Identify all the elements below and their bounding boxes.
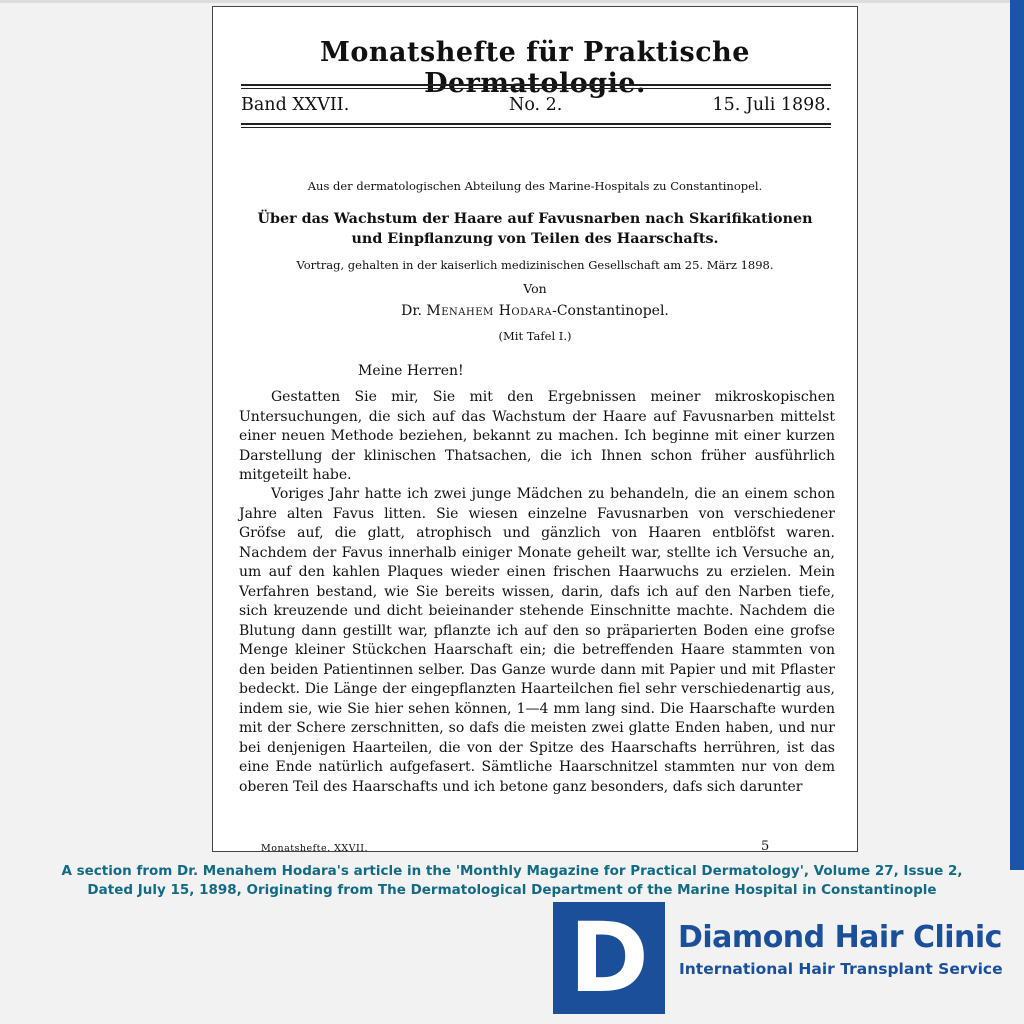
by-label: Von <box>523 281 547 296</box>
logo-letter: D <box>569 902 649 1014</box>
article-title-line-1: Über das Wachstum der Haare auf Favusnarben nach Skarifikationen <box>257 211 813 227</box>
body-paragraph-1: Gestatten Sie mir, Sie mit den Ergebnissen meiner mikroskopischen Untersuchungen, die sich auf das Wachstum der Haare auf Favusnarben mittelst einer neuen Methode beziehen, bekannt zu machen. Ich beginne mit einer kurzen Darstellung der klinischen Thatsachen, die ich Ihnen schon früher ausführlich mitgeteilt habe. <box>239 389 835 483</box>
issue-number: No. 2. <box>509 95 563 115</box>
author-prefix: Dr. <box>401 303 427 319</box>
article-title-line-2: und Einpflanzung von Teilen des Haarschafts. <box>351 231 719 247</box>
page-number: 5 <box>761 839 770 854</box>
caption-line-1: A section from Dr. Menahem Hodara's article in the 'Monthly Magazine for Practical Dermatology', Volume 27, Issue 2, <box>61 863 963 879</box>
article-title <box>213 209 857 249</box>
clinic-tagline: International Hair Transplant Service <box>679 960 1003 978</box>
salutation: Meine Herren! <box>358 363 464 379</box>
image-caption <box>0 862 1024 900</box>
volume-label: Band XXVII. <box>241 95 350 115</box>
scanned-page <box>212 6 858 852</box>
body-paragraph-2: Voriges Jahr hatte ich zwei junge Mädchen zu behandeln, die an einem schon Jahre alten Favus litten. Sie wiesen einzelne Favusnarben von verschiedener Gröfse auf, die glatt, atrophisch und gänzlich von Haaren entblöfst waren. Nachdem der Favus innerhalb einiger Monate geheilt war, stellte ich Versuche an, um auf den kahlen Plaques wieder einen frischen Haarwuchs zu erzielen. Mein Verfahren bestand, wie Sie bereits wissen, darin, dafs ich auf den Narben tiefe, sich kreuzende und dicht beieinander stehende Einschnitte machte. Nachdem die Blutung dann gestillt war, pflanzte ich auf den so präparierten Boden eine grofse Menge kleiner Stückchen Haarschaft ein; die betreffenden Haare stammten von den beiden Patientinnen selber. Das Ganze wurde dann mit Papier und mit Pflaster bedeckt. Die Länge der eingepflanzten Haarteilchen fiel sehr verschiedenartig aus, indem sie, wie Sie hier sehen können, 1—4 mm lang sind. Die Haarschafte wurden mit der Schere zerschnitten, so dafs die meisten zwei glatte Enden haben, und nur bei denjenigen Haarteilen, die von der Spitze des Haarschafts herrühren, ist das eine Ende natürlich aufgefasert. Sämtliche Haarschnitzel stammten nur von dem oberen Teil des Haarschafts und ich betone ganz besonders, dafs sich darunter <box>239 486 835 795</box>
header-rule-bottom-thin <box>241 127 831 128</box>
plate-note: (Mit Tafel I.) <box>498 329 572 343</box>
page-footer-signature: Monatshefte. XXVII. <box>261 843 369 854</box>
top-divider <box>0 0 1024 3</box>
department-line: Aus der dermatologischen Abteilung des Marine-Hospitals zu Constantinopel. <box>307 179 763 193</box>
author-line <box>213 303 857 319</box>
journal-title: Monatshefte für Praktische <box>320 37 750 68</box>
right-accent-bar <box>1010 0 1024 870</box>
header-rule-bottom <box>241 123 831 125</box>
header-rule-top-thin <box>241 88 831 89</box>
issue-date: 15. Juli 1898. <box>712 95 831 115</box>
clinic-logo-icon <box>553 902 665 1014</box>
author-name: Menahem Hodara <box>426 303 553 319</box>
lecture-note: Vortrag, gehalten in der kaiserlich medizinischen Gesellschaft am 25. März 1898. <box>296 258 774 272</box>
caption-line-2: Dated July 15, 1898, Originating from The Dermatological Department of the Marine Hospital in Constantinople <box>87 882 937 898</box>
clinic-name: Diamond Hair Clinic <box>678 920 1002 955</box>
header-rule-top <box>241 84 831 86</box>
author-suffix: -Constantinopel. <box>552 303 669 319</box>
